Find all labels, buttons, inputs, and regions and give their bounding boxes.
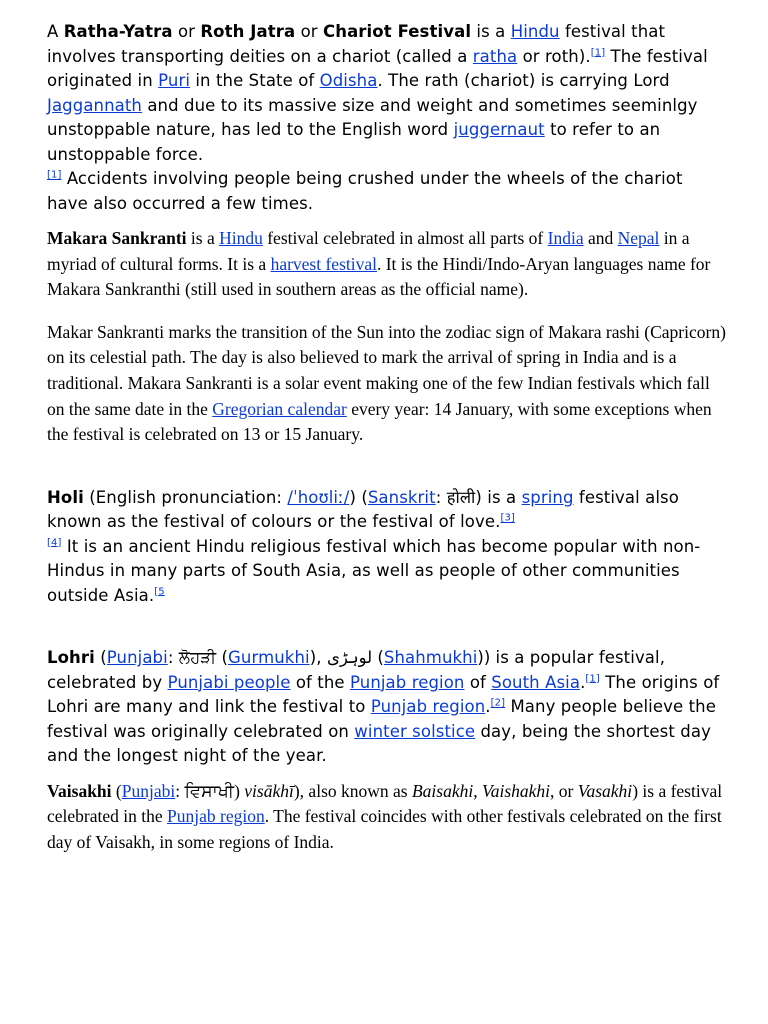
ratha-yatra-paragraph xyxy=(47,20,727,216)
link-punjab-region[interactable]: Punjab region xyxy=(350,672,465,692)
link-india[interactable]: India xyxy=(547,228,584,248)
text: ( xyxy=(111,780,122,801)
link-sanskrit[interactable]: Sanskrit xyxy=(367,487,436,507)
text: or roth). xyxy=(517,46,591,66)
link-south-asia[interactable]: South Asia xyxy=(491,672,581,692)
text: Makar Sankranti marks the transition of the Sun into the zodiac sign of Makara rashi (Capricorn) on its celestial path. The day is also believed to mark the arrival of spring in India and is a traditional. Makara Sankranti is a solar event making one of the few Indian festivals which fall on the same date in the xyxy=(47,321,726,419)
lohri-paragraph xyxy=(47,646,727,769)
link-punjab-region[interactable]: Punjab region xyxy=(167,806,265,827)
makar-sankranti-transition-paragraph xyxy=(47,320,727,448)
alt-name-vaishakhi: Vaishakhi xyxy=(481,780,551,801)
text: )) is a popular festival, celebrated by xyxy=(47,648,666,692)
link-shahmukhi[interactable]: Shahmukhi xyxy=(383,648,478,668)
text: every year: 14 January, with some exceptions when the festival is celebrated on 13 or 15 January. xyxy=(47,398,712,445)
citation-link[interactable]: [2] xyxy=(490,697,506,709)
link-punjabi[interactable]: Punjabi xyxy=(106,648,168,668)
text: or xyxy=(295,22,324,41)
text: . The festival coincides with other festivals celebrated on the first day of Vaisakh, in some regions of India. xyxy=(47,806,722,852)
citation-link[interactable]: [3] xyxy=(500,512,515,524)
text: ), also known as xyxy=(293,780,412,801)
term-makara-sankranti: Makara Sankranti xyxy=(47,228,187,248)
link-gregorian-calendar[interactable]: Gregorian calendar xyxy=(212,398,347,419)
text: day, being the shortest day and the longest night of the year. xyxy=(47,721,711,766)
text: , or xyxy=(550,780,578,801)
citation-link[interactable]: [5 xyxy=(154,586,165,598)
text: festival celebrated in almost all parts of xyxy=(262,228,548,248)
link-punjab-region[interactable]: Punjab region xyxy=(370,697,486,717)
term-chariot-festival: Chariot Festival xyxy=(323,22,472,41)
text: in a myriad of cultural forms. It is a xyxy=(47,228,690,274)
link-pronunciation[interactable]: /ˈhoʊliː/ xyxy=(287,487,350,507)
text: . The rath (chariot) is carrying Lord xyxy=(377,71,670,90)
link-harvest-festival[interactable]: harvest festival xyxy=(270,253,377,274)
citation-link[interactable]: [1] xyxy=(47,169,62,181)
text: . It is the Hindi/Indo-Aryan languages name for Makara Sankranthi (still used in southern areas as the official name). xyxy=(47,253,711,300)
text: : ਲੋਹੜੀ ( xyxy=(167,648,229,668)
text: is a xyxy=(471,22,511,41)
text: of the xyxy=(290,672,350,692)
text: The origins of Lohri are many and link the festival to xyxy=(47,672,720,717)
link-hindu[interactable]: Hindu xyxy=(219,228,263,248)
link-winter-solstice[interactable]: winter solstice xyxy=(354,721,476,741)
link-punjabi[interactable]: Punjabi xyxy=(121,780,176,801)
term-lohri: Lohri xyxy=(47,648,95,668)
text: It is an ancient Hindu religious festival which has become popular with non-Hindus in many parts of South Asia, as well as people of other communities outside Asia. xyxy=(47,536,701,605)
link-puri[interactable]: Puri xyxy=(158,71,191,90)
text: ( xyxy=(94,648,107,668)
term-vaisakhi: Vaisakhi xyxy=(47,780,112,801)
text: and due to its massive size and weight and sometimes seeminlgy unstoppable nature, has led to the English word xyxy=(47,95,698,139)
text: . xyxy=(485,697,491,717)
term-roth-jatra: Roth Jatra xyxy=(200,22,296,41)
text: ), لوہڑی ( xyxy=(309,648,384,668)
text: or xyxy=(172,22,201,41)
text: of xyxy=(464,672,492,692)
link-punjabi-people[interactable]: Punjabi people xyxy=(167,672,291,692)
text: . xyxy=(580,672,586,692)
link-spring[interactable]: spring xyxy=(521,487,574,507)
vaisakhi-paragraph xyxy=(47,779,727,856)
text: : ਵਿਸਾਖੀ) xyxy=(175,780,245,801)
link-hindu[interactable]: Hindu xyxy=(510,22,560,41)
makara-sankranti-paragraph xyxy=(47,226,727,303)
text: The festival originated in xyxy=(47,46,708,90)
text: Many people believe the festival was originally celebrated on xyxy=(47,697,716,741)
citation-link[interactable]: [4] xyxy=(47,537,62,549)
citation-link[interactable]: [1] xyxy=(590,47,606,58)
text: Accidents involving people being crushed under the wheels of the chariot have also occurred a few times. xyxy=(47,169,683,213)
link-gurmukhi[interactable]: Gurmukhi xyxy=(228,648,310,668)
link-juggernaut[interactable]: juggernaut xyxy=(453,120,545,139)
document-page xyxy=(47,20,727,856)
text: A xyxy=(47,22,64,41)
text: festival that involves transporting deities on a chariot (called a xyxy=(47,22,666,66)
term-ratha-yatra: Ratha-Yatra xyxy=(63,22,173,41)
text: festival also known as the festival of colours or the festival of love. xyxy=(47,487,679,532)
text: ) ( xyxy=(349,487,368,507)
alt-name-vasakhi: Vasakhi xyxy=(577,780,633,801)
text: (English pronunciation: xyxy=(83,487,288,507)
text: ) is a festival celebrated in the xyxy=(47,780,723,827)
text: to refer to an unstoppable force. xyxy=(47,120,661,164)
citation-link[interactable]: [1] xyxy=(585,673,600,685)
text: , xyxy=(473,780,482,801)
alt-name-baisakhi: Baisakhi xyxy=(411,780,474,801)
text: in the State of xyxy=(190,71,320,90)
transliteration: visākhī xyxy=(244,780,294,801)
text: and xyxy=(583,228,618,248)
link-odisha[interactable]: Odisha xyxy=(319,71,378,90)
text: : होली) is a xyxy=(435,487,522,507)
link-ratha[interactable]: ratha xyxy=(472,46,518,66)
holi-paragraph xyxy=(47,486,727,609)
link-nepal[interactable]: Nepal xyxy=(617,228,660,248)
text: is a xyxy=(186,228,220,248)
term-holi: Holi xyxy=(47,487,84,507)
link-jagannath[interactable]: Jaggannath xyxy=(47,95,142,115)
